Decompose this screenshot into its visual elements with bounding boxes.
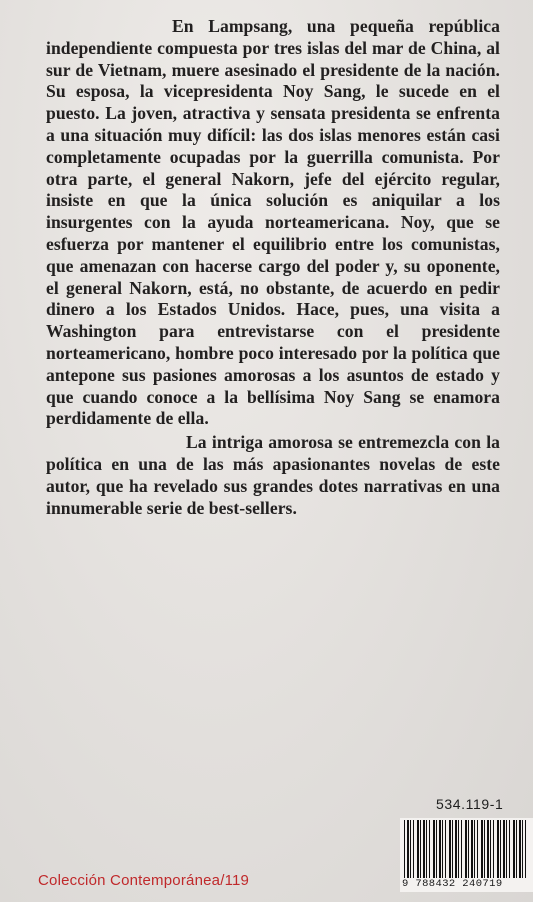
barcode-digits: 9 788432 240719 xyxy=(402,878,503,890)
catalog-number: 534.119-1 xyxy=(436,796,504,812)
synopsis-text xyxy=(46,16,500,519)
synopsis-paragraph-1: En Lampsang, una pequeña república independiente compuesta por tres islas del mar de China, al sur de Vietnam, muere asesinado el presidente de la nación. Su esposa, la vicepresidenta Noy Sang, le sucede en el puesto. La joven, atractiva y sensata presidenta se enfrenta a una situación muy difícil: las dos islas menores están casi completamente ocupadas por la guerrilla comunista. Por otra parte, el general Nakorn, jefe del ejército regular, insiste en que la única solución es aniquilar a los insurgentes con la ayuda norteamericana. Noy, que se esfuerza por mantener el equilibrio entre los comunistas, que amenazan con hacerse cargo del poder y, su oponente, el general Nakorn, está, no obstante, de acuerdo en pedir dinero a los Estados Unidos. Hace, pues, una visita a Washington para entrevistarse con el presidente norteamericano, hombre poco interesado por la política que antepone sus pasiones amorosas a los asuntos de estado y que cuando conoce a la bellísima Noy Sang se enamora perdidamente de ella. xyxy=(46,16,500,429)
barcode-bars xyxy=(404,820,529,878)
synopsis-paragraph-2: La intriga amorosa se entremezcla con la política en una de las más apasionantes novelas de este autor, que ha revelado sus grandes dotes narrativas en una innumerable serie de best-sellers. xyxy=(46,432,500,518)
barcode xyxy=(400,818,533,892)
collection-label: Colección Contemporánea/119 xyxy=(38,872,250,889)
